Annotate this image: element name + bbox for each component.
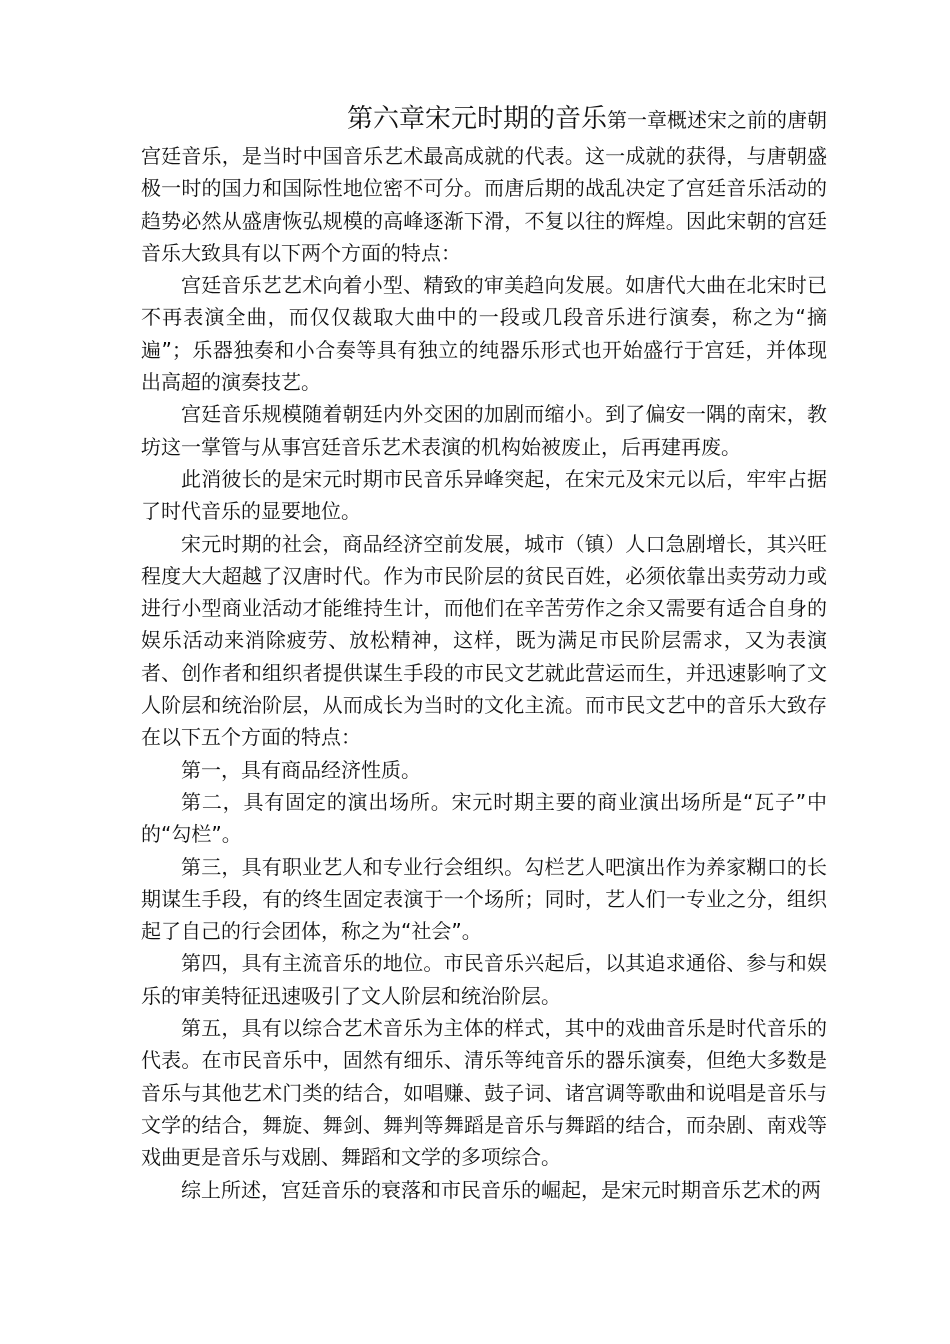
paragraph-2: 宫廷音乐艺艺术向着小型、精致的审美趋向发展。如唐代大曲在北宋时已不再表演全曲，而仅仅裁取大曲中的一段或几段音乐进行演奏，称之为“摘遍”；乐器独奏和小合奏等具有独立的纯器乐形式也开始盛行于宫廷，并体现出高超的演奏技艺。 <box>141 273 827 395</box>
document-page <box>141 98 827 1206</box>
paragraph-11: 综上所述，宫廷音乐的衰落和市民音乐的崛起，是宋元时期音乐艺术的两 <box>181 1177 821 1202</box>
paragraph-9: 第四，具有主流音乐的地位。市民音乐兴起后，以其追求通俗、参与和娱乐的审美特征迅速吸引了文人阶层和统治阶层。 <box>141 951 827 1008</box>
paragraph-1: 宫廷音乐，是当时中国音乐艺术最高成就的代表。这一成就的获得，与唐朝盛极一时的国力和国际性地位密不可分。而唐后期的战乱决定了宫廷音乐活动的趋势必然从盛唐恢弘规模的高峰逐渐下滑，不复以往的辉煌。因此宋朝的宫廷音乐大致具有以下两个方面的特点： <box>141 144 827 265</box>
chapter-title: 第六章宋元时期的音乐 <box>346 104 607 134</box>
paragraph-5: 宋元时期的社会，商品经济空前发展，城市（镇）人口急剧增长，其兴旺程度大大超越了汉唐时代。作为市民阶层的贫民百姓，必须依靠出卖劳动力或进行小型商业活动才能维持生计，而他们在辛苦劳作之余又需要有适合自身的娱乐活动来消除疲劳、放松精神，这样，既为满足市民阶层需求，又为表演者、创作者和组织者提供谋生手段的市民文艺就此营运而生，并迅速影响了文人阶层和统治阶层，从而成长为当时的文化主流。而市民文艺中的音乐大致存在以下五个方面的特点： <box>141 531 827 750</box>
section-lead: 第一章概述宋之前的唐朝 <box>607 108 827 132</box>
paragraph-7: 第二，具有固定的演出场所。宋元时期主要的商业演出场所是“瓦子”中的“勾栏”。 <box>141 789 827 847</box>
heading-line <box>141 98 827 140</box>
paragraph-10: 第五，具有以综合艺术音乐为主体的样式，其中的戏曲音乐是时代音乐的代表。在市民音乐中，固然有细乐、清乐等纯音乐的器乐演奏，但绝大多数是音乐与其他艺术门类的结合，如唱赚、鼓子词、诸宫调等歌曲和说唱是音乐与文学的结合，舞旋、舞剑、舞判等舞蹈是音乐与舞蹈的结合，而杂剧、南戏等戏曲更是音乐与戏剧、舞蹈和文学的多项综合。 <box>141 1016 827 1170</box>
paragraph-6: 第一，具有商品经济性质。 <box>181 757 421 782</box>
paragraph-8: 第三，具有职业艺人和专业行会组织。勾栏艺人吧演出作为养家糊口的长期谋生手段，有的终生固定表演于一个场所；同时，艺人们一专业之分，组织起了自己的行会团体，称之为“社会”。 <box>141 854 827 944</box>
paragraph-3: 宫廷音乐规模随着朝廷内外交困的加剧而缩小。到了偏安一隅的南宋，教坊这一掌管与从事宫廷音乐艺术表演的机构始被废止，后再建再废。 <box>141 402 827 459</box>
paragraph-4: 此消彼长的是宋元时期市民音乐异峰突起，在宋元及宋元以后，牢牢占据了时代音乐的显要地位。 <box>141 466 827 524</box>
